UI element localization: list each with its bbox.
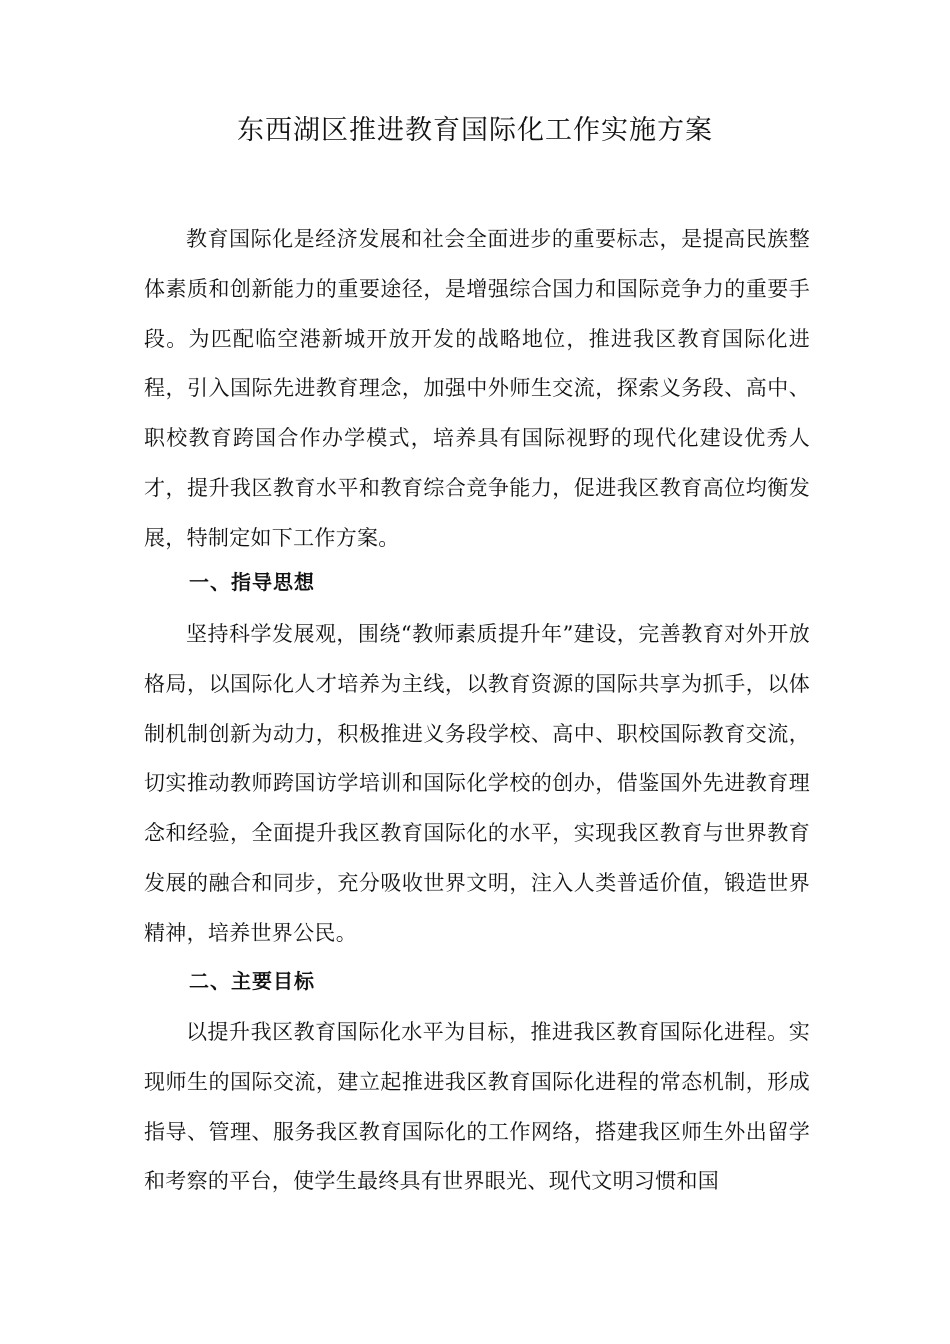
section-heading-guiding-ideology: 一、指导思想 xyxy=(189,570,315,594)
section-heading-main-goals: 二、主要目标 xyxy=(189,969,315,993)
intro-paragraph: 教育国际化是经济发展和社会全面进步的重要标志，是提高民族整体素质和创新能力的重要途径，是增强综合国力和国际竞争力的重要手段。为匹配临空港新城开放开发的战略地位，推进我区教育国际化进程，引入国际先进教育理念，加强中外师生交流，探索义务段、高中、职校教育跨国合作办学模式，培养具有国际视野的现代化建设优秀人才，提升我区教育水平和教育综合竞争能力，促进我区教育高位均衡发展，特制定如下工作方案。 xyxy=(144,227,810,550)
section-body-guiding-ideology: 坚持科学发展观，围绕“教师素质提升年”建设，完善教育对外开放格局，以国际化人才培养为主线，以教育资源的国际共享为抓手，以体制机制创新为动力，积极推进义务段学校、高中、职校国际教育交流，切实推动教师跨国访学培训和国际化学校的创办，借鉴国外先进教育理念和经验，全面提升我区教育国际化的水平，实现我区教育与世界教育发展的融合和同步，充分吸收世界文明，注入人类普适价值，锻造世界精神，培养世界公民。 xyxy=(144,622,810,945)
document-title: 东西湖区推进教育国际化工作实施方案 xyxy=(237,115,713,146)
section-body-main-goals: 以提升我区教育国际化水平为目标，推进我区教育国际化进程。实现师生的国际交流，建立起推进我区教育国际化进程的常态机制，形成指导、管理、服务我区教育国际化的工作网络，搭建我区师生外出留学和考察的平台，使学生最终具有世界眼光、现代文明习惯和国 xyxy=(144,1020,810,1194)
